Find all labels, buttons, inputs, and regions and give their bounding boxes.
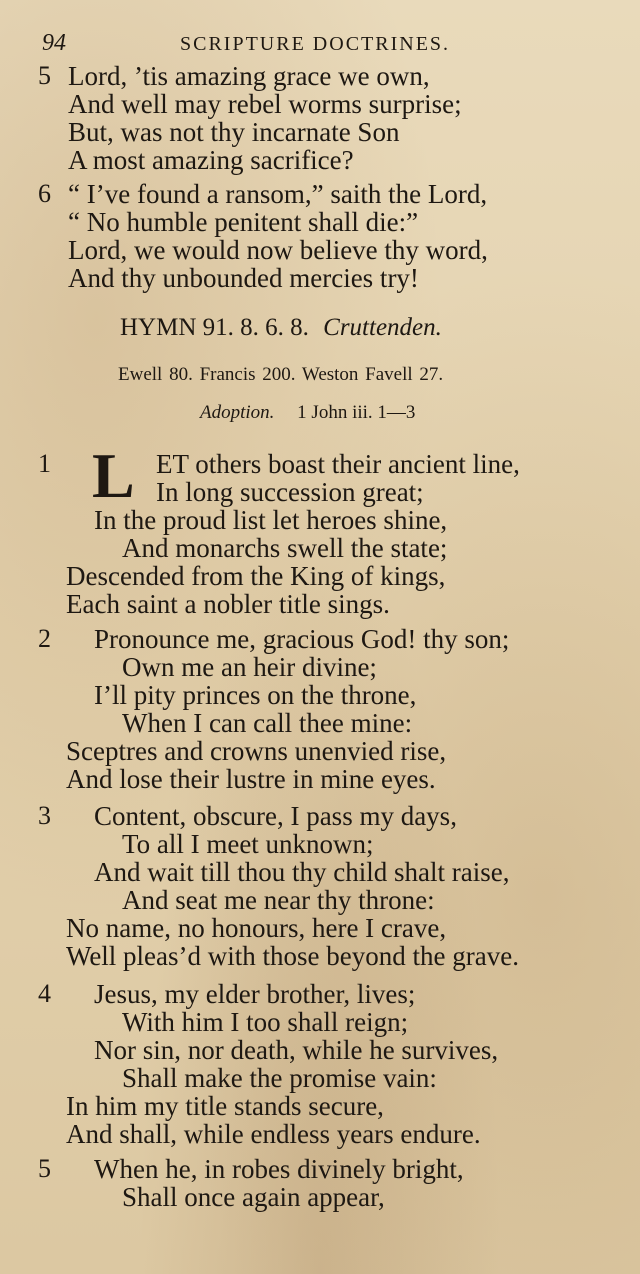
verse-line: Content, obscure, I pass my days, (94, 801, 457, 831)
stanza-number: 3 (38, 801, 51, 830)
verse-line: In long succession great; (156, 477, 424, 507)
hymn-scripture: 1 John iii. 1—3 (297, 402, 416, 423)
verse-line: In him my title stands secure, (66, 1091, 384, 1121)
verse-line: When I can call thee mine: (122, 708, 413, 738)
hymn-number-meter: HYMN 91. 8. 6. 8. (120, 314, 309, 341)
running-title: SCRIPTURE DOCTRINES. (180, 33, 451, 55)
verse-line: Own me an heir divine; (122, 652, 377, 682)
verse-line: Nor sin, nor death, while he survives, (94, 1035, 499, 1065)
verse-line: And lose their lustre in mine eyes. (66, 764, 436, 794)
verse-line: “ I’ve found a ransom,” saith the Lord, (68, 179, 488, 209)
hymn-tunes: Ewell 80. Francis 200. Weston Favell 27. (118, 364, 444, 385)
verse-line: And wait till thou thy child shalt raise, (94, 857, 510, 887)
verse-line: ET others boast their ancient line, (156, 449, 520, 479)
verse-line: No name, no honours, here I crave, (66, 913, 447, 943)
verse-line: Sceptres and crowns unenvied rise, (66, 736, 447, 766)
hymn-subject (200, 402, 415, 424)
verse-line: But, was not thy incarnate Son (68, 117, 400, 147)
verse-line: Lord, ’tis amazing grace we own, (68, 61, 430, 91)
drop-cap: L (92, 440, 135, 511)
verse-line: Shall make the promise vain: (122, 1063, 437, 1093)
stanza-number: 5 (38, 61, 51, 90)
verse-line: And thy unbounded mercies try! (68, 263, 419, 293)
verse-line: I’ll pity princes on the throne, (94, 680, 417, 710)
stanza-number: 1 (38, 449, 51, 478)
verse-line: In the proud list let heroes shine, (94, 505, 448, 535)
verse-line: Pronounce me, gracious God! thy son; (94, 624, 510, 654)
hymn-topic: Adoption. (200, 402, 275, 423)
verse-line: Descended from the King of kings, (66, 561, 446, 591)
verse-line: Each saint a nobler title sings. (66, 589, 390, 619)
hymn-title (120, 314, 442, 342)
verse-line: And shall, while endless years endure. (66, 1119, 481, 1149)
stanza-number: 5 (38, 1154, 51, 1183)
verse-line: And seat me near thy throne: (122, 885, 435, 915)
stanza-number: 6 (38, 179, 51, 208)
verse-line: “ No humble penitent shall die:” (68, 207, 419, 237)
verse-line: And monarchs swell the state; (122, 533, 448, 563)
verse-line: Well pleas’d with those beyond the grave. (66, 941, 519, 971)
stanza-number: 2 (38, 624, 51, 653)
verse-line: Shall once again appear, (122, 1182, 385, 1212)
page-number: 94 (42, 30, 66, 56)
verse-line: A most amazing sacrifice? (68, 145, 354, 175)
verse-line: And well may rebel worms surprise; (68, 89, 462, 119)
verse-line: Jesus, my elder brother, lives; (94, 979, 416, 1009)
verse-line: Lord, we would now believe thy word, (68, 235, 488, 265)
verse-line: To all I meet unknown; (122, 829, 374, 859)
stanza-number: 4 (38, 979, 51, 1008)
hymn-composer: Cruttenden. (323, 314, 442, 341)
running-head (0, 30, 640, 60)
verse-line: With him I too shall reign; (122, 1007, 409, 1037)
verse-line: When he, in robes divinely bright, (94, 1154, 464, 1184)
